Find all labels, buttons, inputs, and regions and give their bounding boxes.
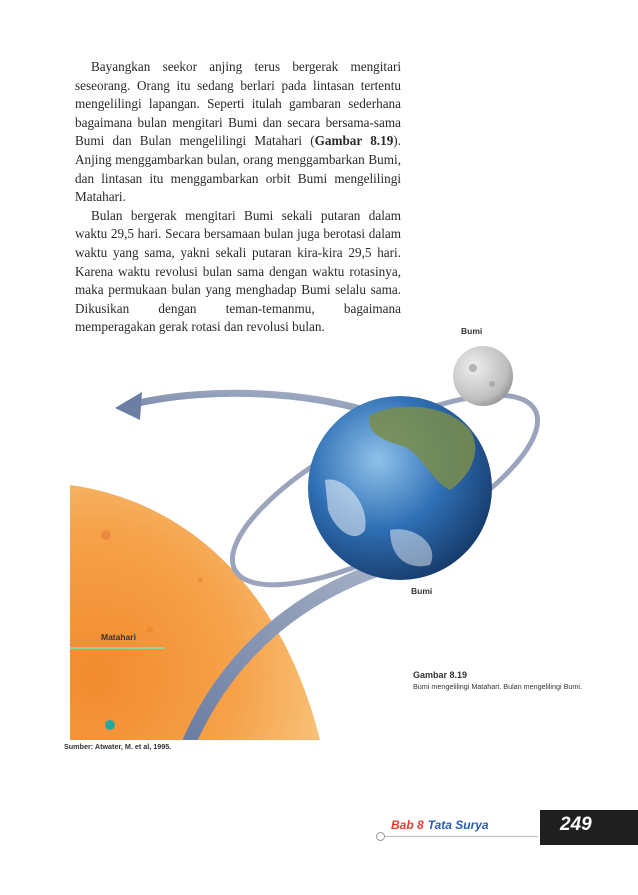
moon-shape [453, 346, 513, 406]
caption-text: Bumi mengelilingi Matahari. Bulan mengelilingi Bumi. [413, 682, 582, 691]
paragraph-1-text-end: ). Anjing menggambarkan bulan, orang menggambarkan Bumi, dan lintasan itu menggambarkan orbit Bumi mengelilingi Matahari. [75, 133, 401, 205]
footer-circle-icon [376, 832, 385, 841]
earth-shape [308, 396, 492, 580]
paragraph-2 [75, 207, 401, 337]
moon-label: Bumi [461, 326, 483, 336]
earth-label: Bumi [411, 586, 433, 596]
chapter-title: Tata Surya [427, 818, 489, 832]
page-number-box [540, 810, 638, 845]
figure-caption [413, 670, 583, 692]
paragraph-1 [75, 58, 401, 207]
caption-title: Gambar 8.19 [413, 670, 468, 680]
paragraph-2-text: Bulan bergerak mengitari Bumi sekali putaran dalam waktu 29,5 hari. Secara bersamaan bulan juga berotasi dalam waktu yang sama, yakni sekali putaran kira-kira 29,5 hari. Karena waktu revolusi bulan sama dengan waktu rotasinya, maka permukaan bulan yang menghadap Bumi selalu sama. Dikusikan dengan teman-temanmu, bagaimana memperagakan gerak rotasi dan revolusi bulan. [75, 207, 401, 335]
footer-divider [380, 836, 538, 837]
figure-reference: Gambar 8.19 [314, 133, 394, 149]
orbit-arrowhead [115, 392, 142, 420]
sun-label: Matahari [101, 632, 136, 642]
chapter-number: Bab 8 [391, 818, 424, 832]
page-number: 249 [560, 814, 592, 835]
body-text [75, 58, 401, 337]
paragraph-1-text: Bayangkan seekor anjing terus bergerak mengitari seseorang. Orang itu sedang berlari pada lintasan tertentu mengelilingi lapangan. Seperti itulah gambaran sederhana bagaimana bulan mengitari Bumi dan secara bersama-sama Bumi dan Bulan mengelilingi Matahari ( [75, 59, 401, 149]
figure-source: Sumber: Atwater, M. et al, 1995. [64, 742, 172, 751]
footer-chapter [391, 818, 489, 832]
